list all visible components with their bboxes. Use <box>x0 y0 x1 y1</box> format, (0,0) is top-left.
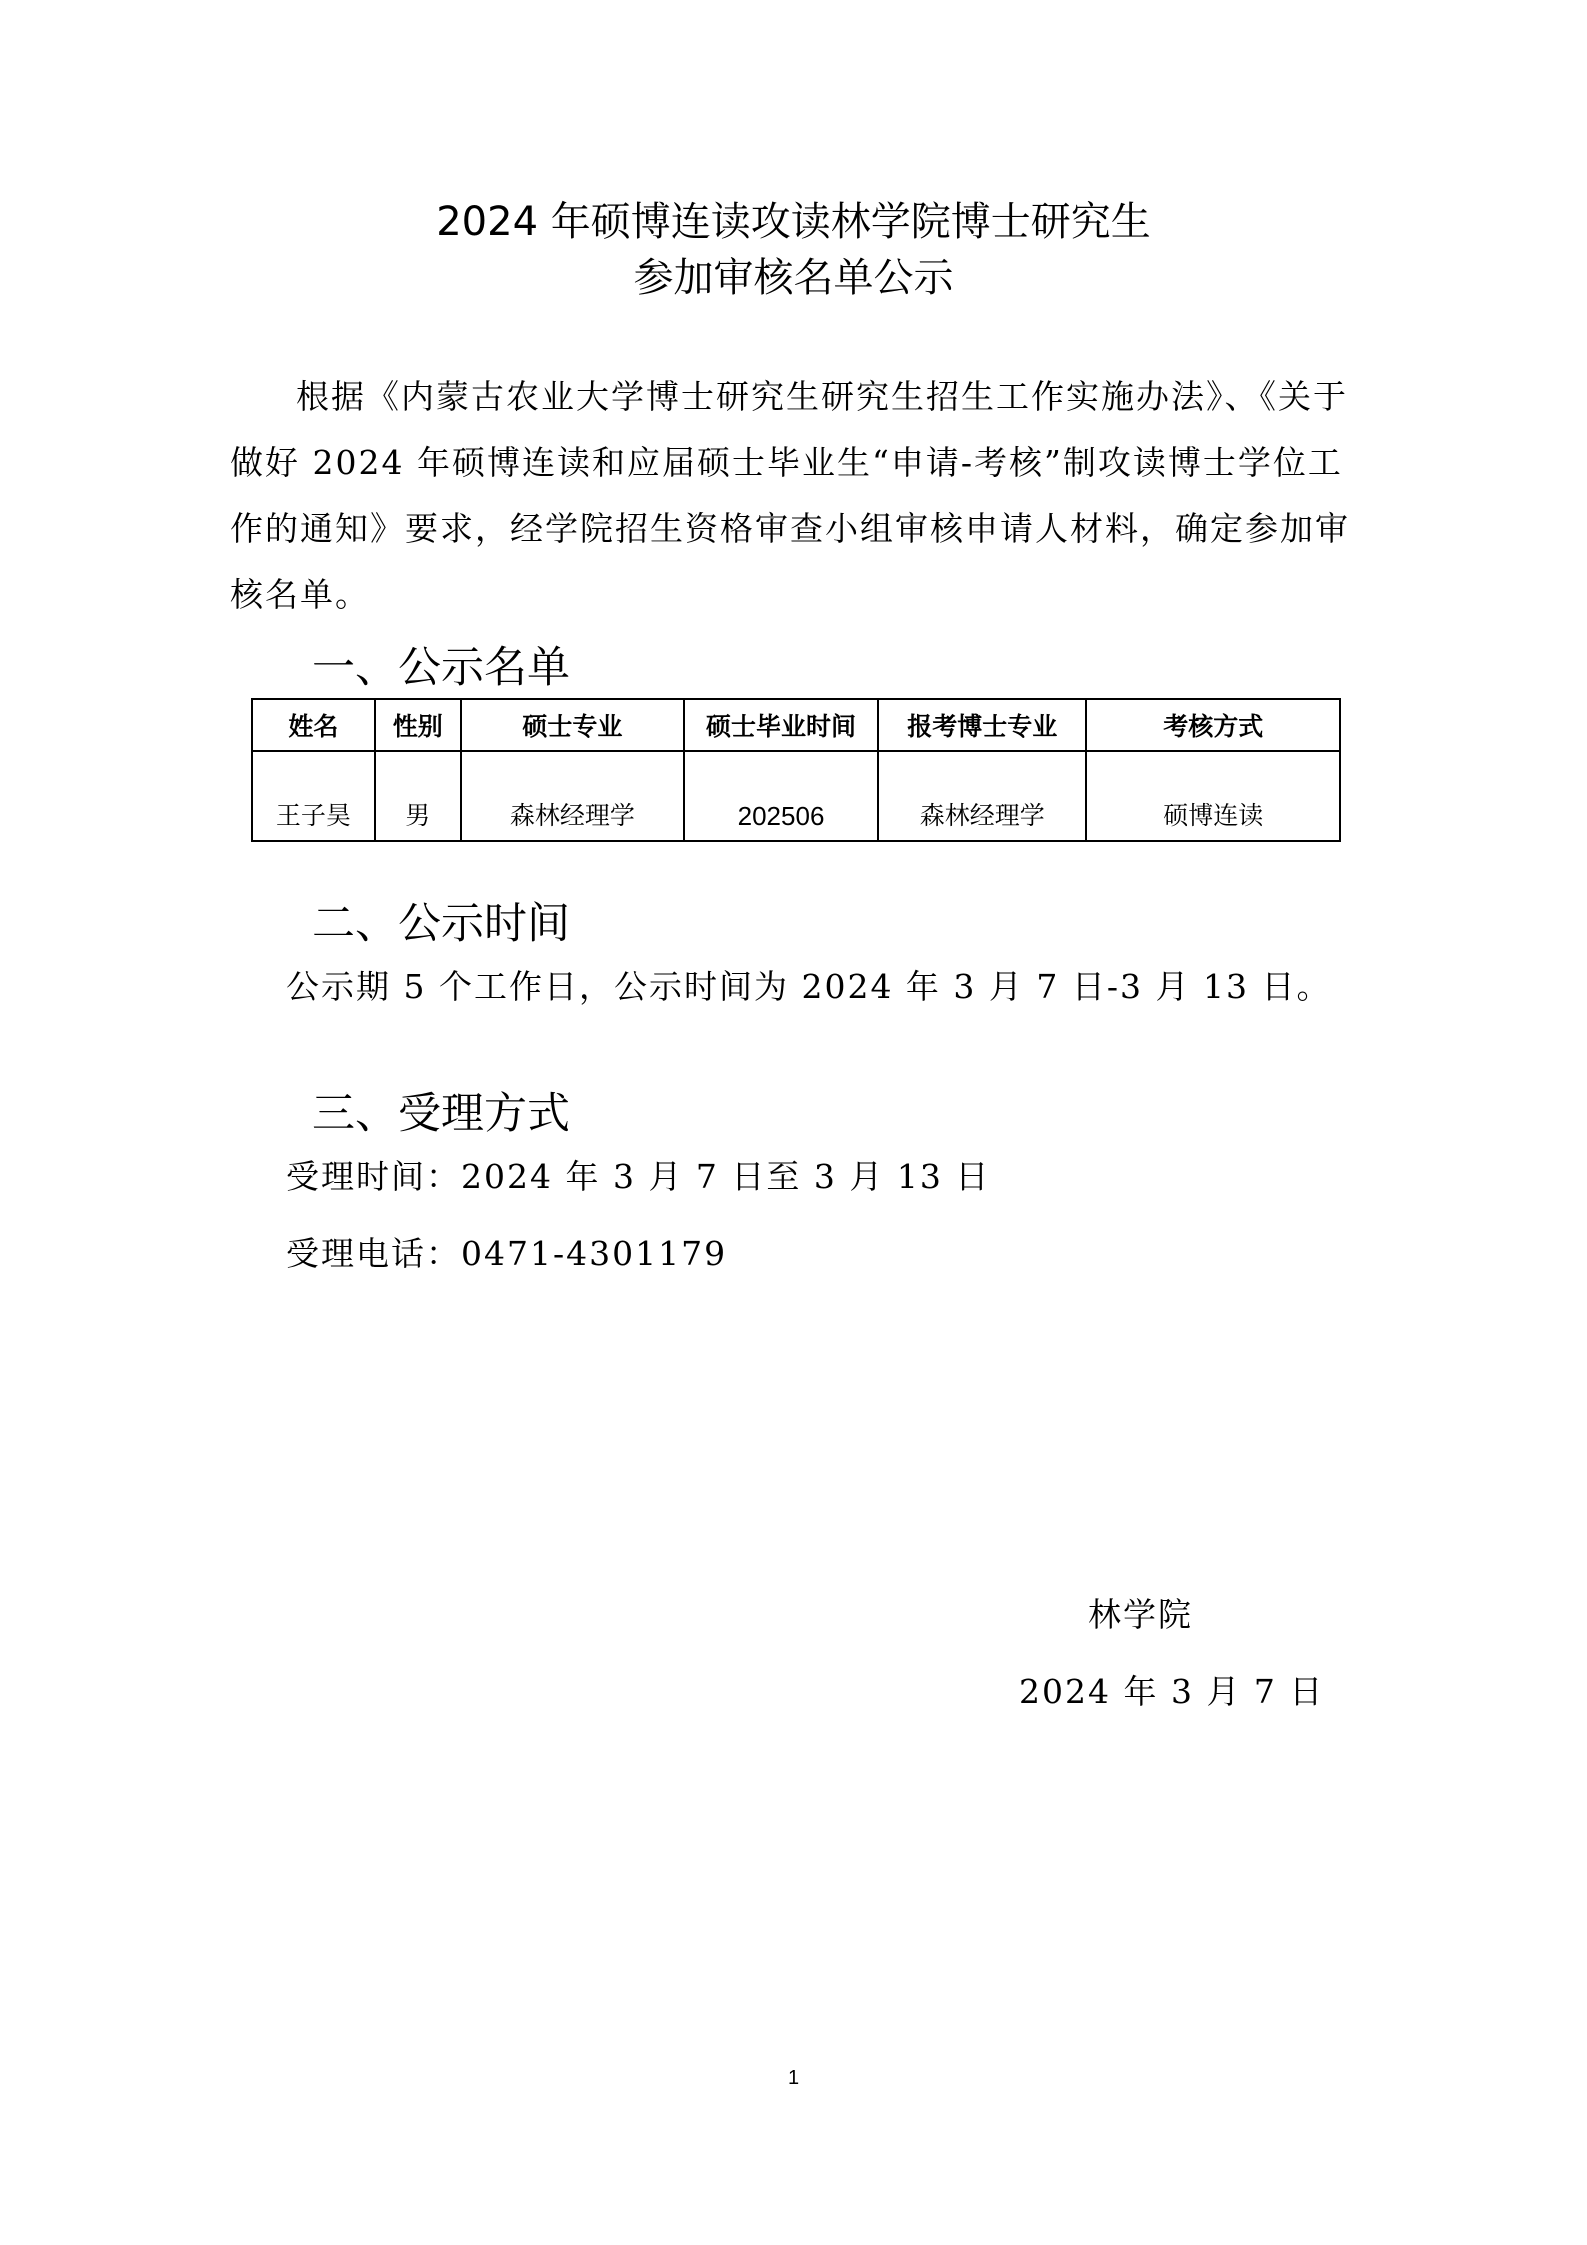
cell-doctoral-major: 森林经理学 <box>878 751 1087 841</box>
column-header-name: 姓名 <box>252 699 375 751</box>
section-heading-acceptance: 三、受理方式 <box>312 1089 570 1139</box>
table-row <box>252 751 1340 841</box>
intro-paragraph: 根据《内蒙古农业大学博士研究生研究生招生工作实施办法》、《关于做好 2024 年硕博连读和应届硕士毕业生“申请-考核”制攻读博士学位工作的通知》要求，经学院招生资格审查小组审核申请人材料，确定参加审核名单。 <box>230 377 1350 614</box>
cell-name: 王子昊 <box>252 751 375 841</box>
column-header-doctoral-major: 报考博士专业 <box>878 699 1087 751</box>
document-title-line2: 参加审核名单公示 <box>633 255 954 301</box>
table-header-row <box>252 699 1340 751</box>
acceptance-phone-text: 受理电话：0471-4301179 <box>286 1234 728 1273</box>
column-header-master-major: 硕士专业 <box>461 699 685 751</box>
document-title-line1: 2024 年硕博连读攻读林学院博士研究生 <box>436 199 1151 245</box>
cell-graduation-time: 202506 <box>684 751 878 841</box>
signature-date: 2024 年 3 月 7 日 <box>1019 1672 1325 1711</box>
cell-master-major: 森林经理学 <box>461 751 685 841</box>
column-header-assessment-method: 考核方式 <box>1086 699 1340 751</box>
cell-assessment-method: 硕博连读 <box>1086 751 1340 841</box>
cell-gender: 男 <box>375 751 461 841</box>
section-heading-list: 一、公示名单 <box>312 643 570 693</box>
candidate-table <box>251 698 1341 842</box>
column-header-graduation-time: 硕士毕业时间 <box>684 699 878 751</box>
acceptance-time-text: 受理时间：2024 年 3 月 7 日至 3 月 13 日 <box>286 1157 991 1196</box>
signature-organization: 林学院 <box>1088 1595 1193 1634</box>
column-header-gender: 性别 <box>375 699 461 751</box>
section-heading-time: 二、公示时间 <box>312 899 570 949</box>
page-number: 1 <box>787 2067 800 2089</box>
publicity-period-text: 公示期 5 个工作日，公示时间为 2024 年 3 月 7 日-3 月 13 日。 <box>286 967 1332 1006</box>
